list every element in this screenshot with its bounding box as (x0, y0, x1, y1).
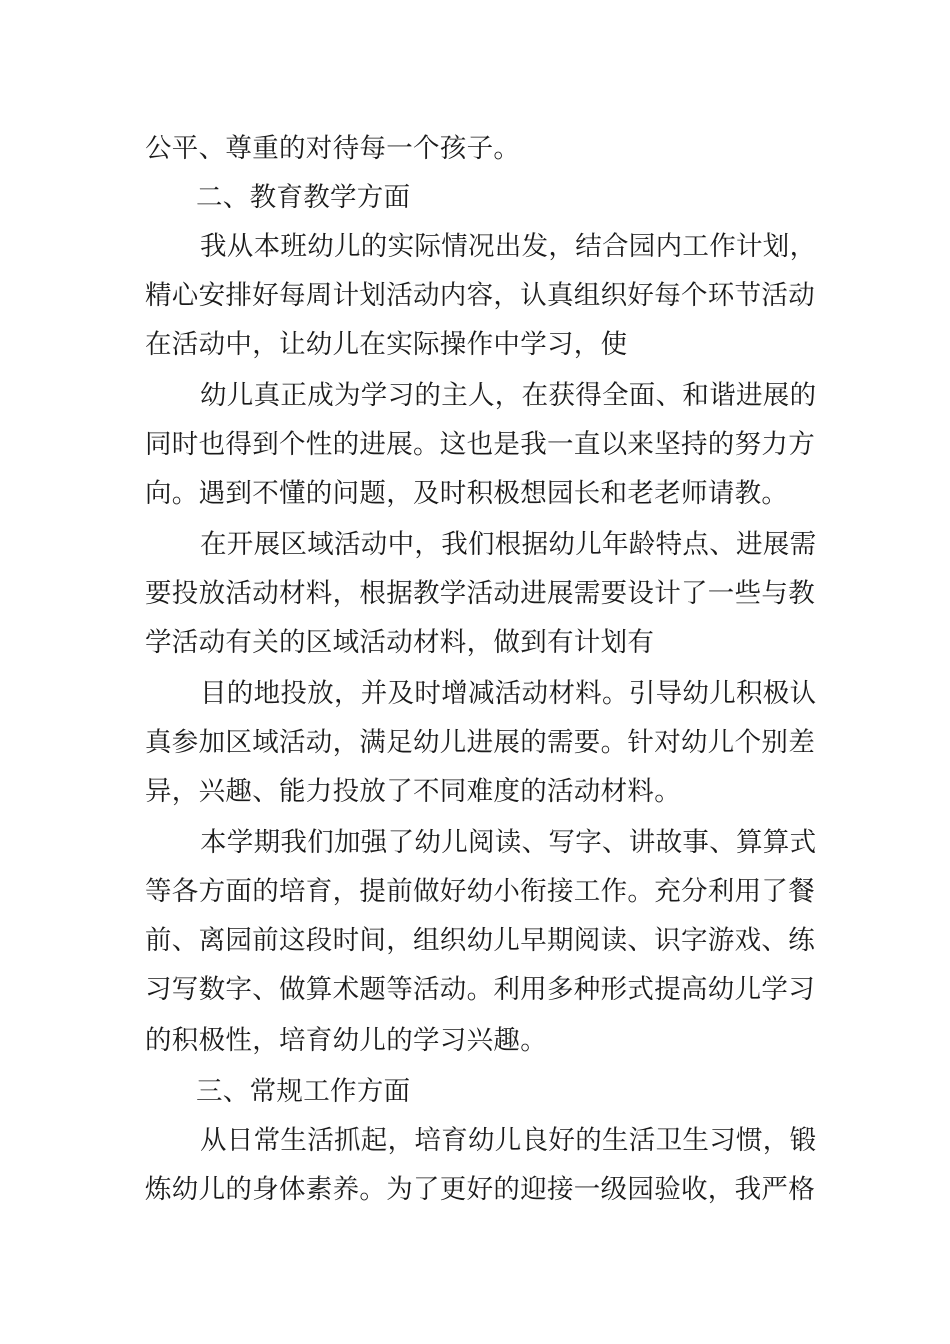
text-line: 同时也得到个性的进展。这也是我一直以来坚持的努力方 (145, 429, 815, 460)
text-line: 公平、尊重的对待每一个孩子。 (145, 133, 521, 164)
text-line: 本学期我们加强了幼儿阅读、写字、讲故事、算算式 (200, 827, 817, 858)
text-line: 异，兴趣、能力投放了不同难度的活动材料。 (145, 776, 681, 807)
text-line: 真参加区域活动，满足幼儿进展的需要。针对幼儿个别差 (145, 727, 815, 758)
text-line: 目的地投放，并及时增减活动材料。引导幼儿积极认 (200, 678, 817, 709)
text-line: 我从本班幼儿的实际情况出发，结合园内工作计划， (200, 231, 817, 262)
text-line: 的积极性，培育幼儿的学习兴趣。 (145, 1025, 547, 1056)
text-line: 要投放活动材料，根据教学活动进展需要设计了一些与教 (145, 578, 815, 609)
section-heading: 二、教育教学方面 (196, 182, 411, 213)
text-line: 前、离园前这段时间，组织幼儿早期阅读、识字游戏、练 (145, 925, 815, 956)
text-line: 精心安排好每周计划活动内容，认真组织好每个环节活动 (145, 280, 815, 311)
text-line: 向。遇到不懂的问题，及时积极想园长和老老师请教。 (145, 478, 789, 509)
text-line: 在开展区域活动中，我们根据幼儿年龄特点、进展需 (200, 529, 817, 560)
text-line: 习写数字、做算术题等活动。利用多种形式提高幼儿学习 (145, 974, 815, 1005)
text-line: 炼幼儿的身体素养。为了更好的迎接一级园验收，我严格 (145, 1174, 815, 1205)
text-line: 在活动中，让幼儿在实际操作中学习，使 (145, 329, 628, 360)
text-line: 等各方面的培育，提前做好幼小衔接工作。充分利用了餐 (145, 876, 815, 907)
section-heading: 三、常规工作方面 (196, 1076, 411, 1107)
text-line: 学活动有关的区域活动材料，做到有计划有 (145, 627, 655, 658)
text-line: 幼儿真正成为学习的主人，在获得全面、和谐进展的 (200, 380, 817, 411)
text-line: 从日常生活抓起，培育幼儿良好的生活卫生习惯，锻 (200, 1125, 817, 1156)
